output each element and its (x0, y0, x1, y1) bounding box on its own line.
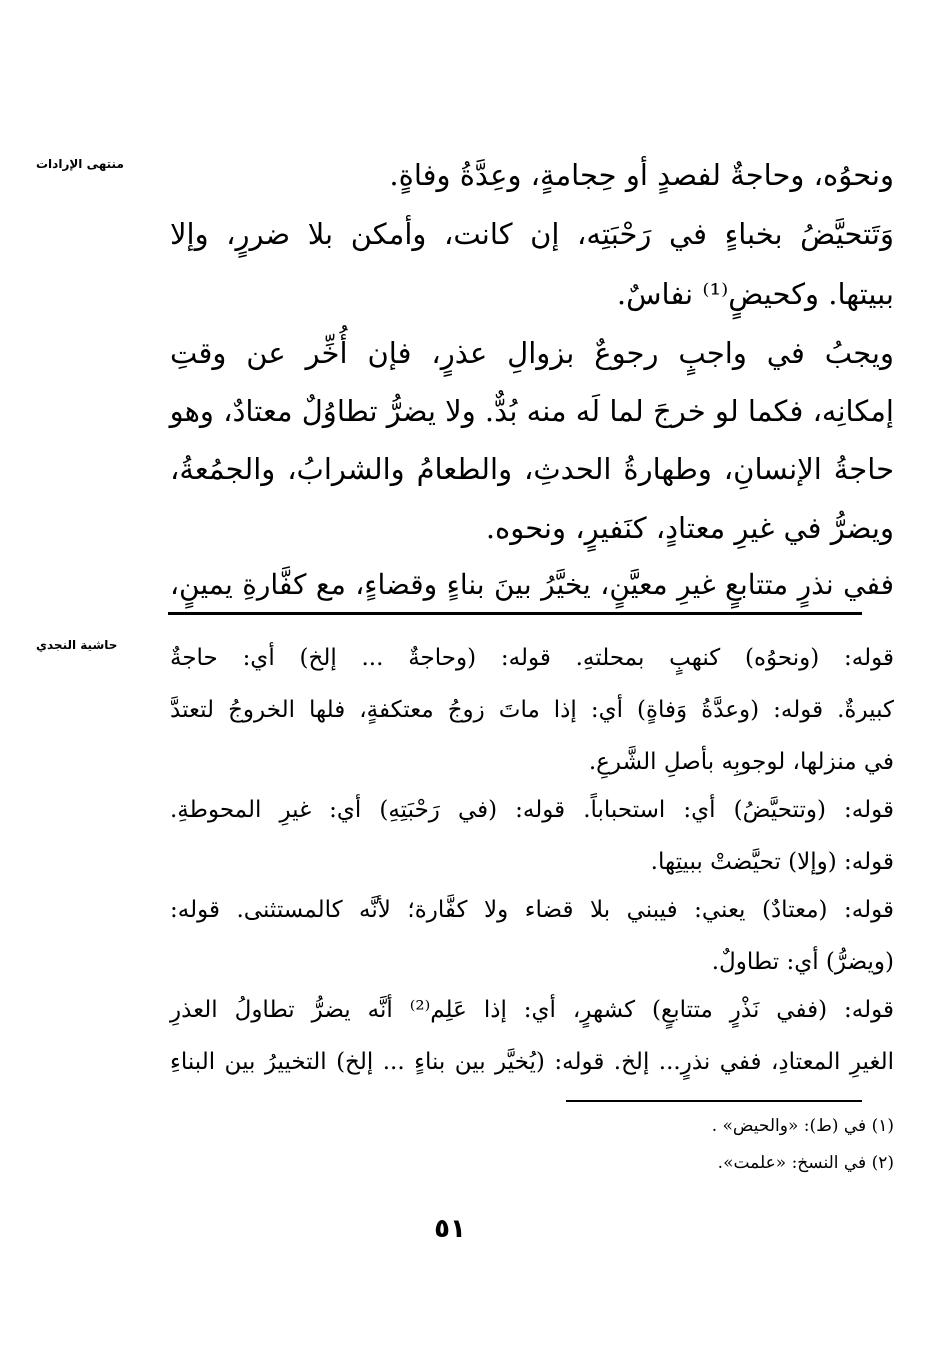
commentary-text-line: قوله: (ونحوُه) كنهبٍ بمحلتهِ. قوله: (وحاجةٌ ... إلخ) أي: حاجةٌ (170, 645, 894, 671)
footnote: (١) في (ط): «والحيض» . (711, 1116, 894, 1136)
commentary-text-line: الغيرِ المعتادِ، ففي نذرٍ... إلخ. قوله: (يُخيَّر بين بناءٍ ... إلخ) التخييرُ بين البناءِ (170, 1049, 894, 1075)
main-text-line: ففي نذرٍ متتابعٍ غيرِ معيَّنٍ، يخيَّرُ بينَ بناءٍ وقضاءٍ، مع كفَّارةِ يمينٍ، (170, 568, 894, 601)
footnote: (٢) في النسخ: «علمت». (717, 1153, 894, 1173)
main-section-divider (168, 612, 862, 615)
commentary-text-line: قوله: (وتتحيَّضُ) أي: استحباباً. قوله: (في رَحْبَتِهِ) أي: غيرِ المحوطةِ. (170, 797, 894, 823)
main-text-line: وَتَتحيَّضُ بخباءٍ في رَحْبَتِه، إن كانت، وأمكن بلا ضررٍ، وإلا (170, 217, 894, 251)
main-text-line: إمكانِه، فكما لو خرجَ لما لَه منه بُدٌّ. ولا يضرُّ تطاوُلٌ معتادٌ، وهو (169, 394, 894, 428)
main-text-line: ويضرُّ في غيرِ معتادٍ، كنَفيرٍ، ونحوه. (485, 511, 894, 545)
commentary-text-line: (ويضرُّ) أي: تطاولٌ. (711, 949, 894, 975)
commentary-text-line: قوله: (معتادٌ) يعني: فيبني بلا قضاء ولا كفَّارة؛ لأنَّه كالمستثنى. قوله: (170, 897, 894, 923)
commentary-text-line: كبيرةٌ. قوله: (وعدَّةُ وَفاةٍ) أي: إذا ماتَ زوجُ معتكفةٍ، فلها الخروجُ لتعتدَّ (170, 697, 894, 723)
commentary-text-line: قوله: (ففي نَذْرٍ متتابعٍ) كشهرٍ، أي: إذا عَلِم⁽²⁾ أنَّه يضرُّ تطاولُ العذرِ (170, 997, 894, 1023)
main-text-line: حاجةُ الإنسانِ، وطهارةُ الحدثِ، والطعامُ والشرابُ، والجمُعةُ، (170, 452, 894, 486)
main-text-line: ونحوُه، وحاجةٌ لفصدٍ أو حِجامةٍ، وعِدَّةُ وفاةٍ. (389, 158, 894, 192)
page-number: ٥١ (434, 1214, 466, 1244)
book-title-label: منتهى الإرادات (36, 157, 124, 171)
commentary-title-label: حاشية النجدي (36, 638, 118, 652)
main-text-line: ببيتها. وكحيضٍ⁽¹⁾ نفاسٌ. (616, 277, 894, 311)
commentary-text-line: في منزلها، لوجوبِه بأصلِ الشَّرعِ. (588, 749, 894, 775)
footnote-divider (566, 1100, 862, 1102)
commentary-text-line: قوله: (وإلا) تحيَّضتْ ببيتِها. (650, 849, 894, 875)
main-text-line: ويجبُ في واجبٍ رجوعٌ بزوالِ عذرٍ، فإن أُخِّر عن وقتِ (170, 336, 894, 370)
